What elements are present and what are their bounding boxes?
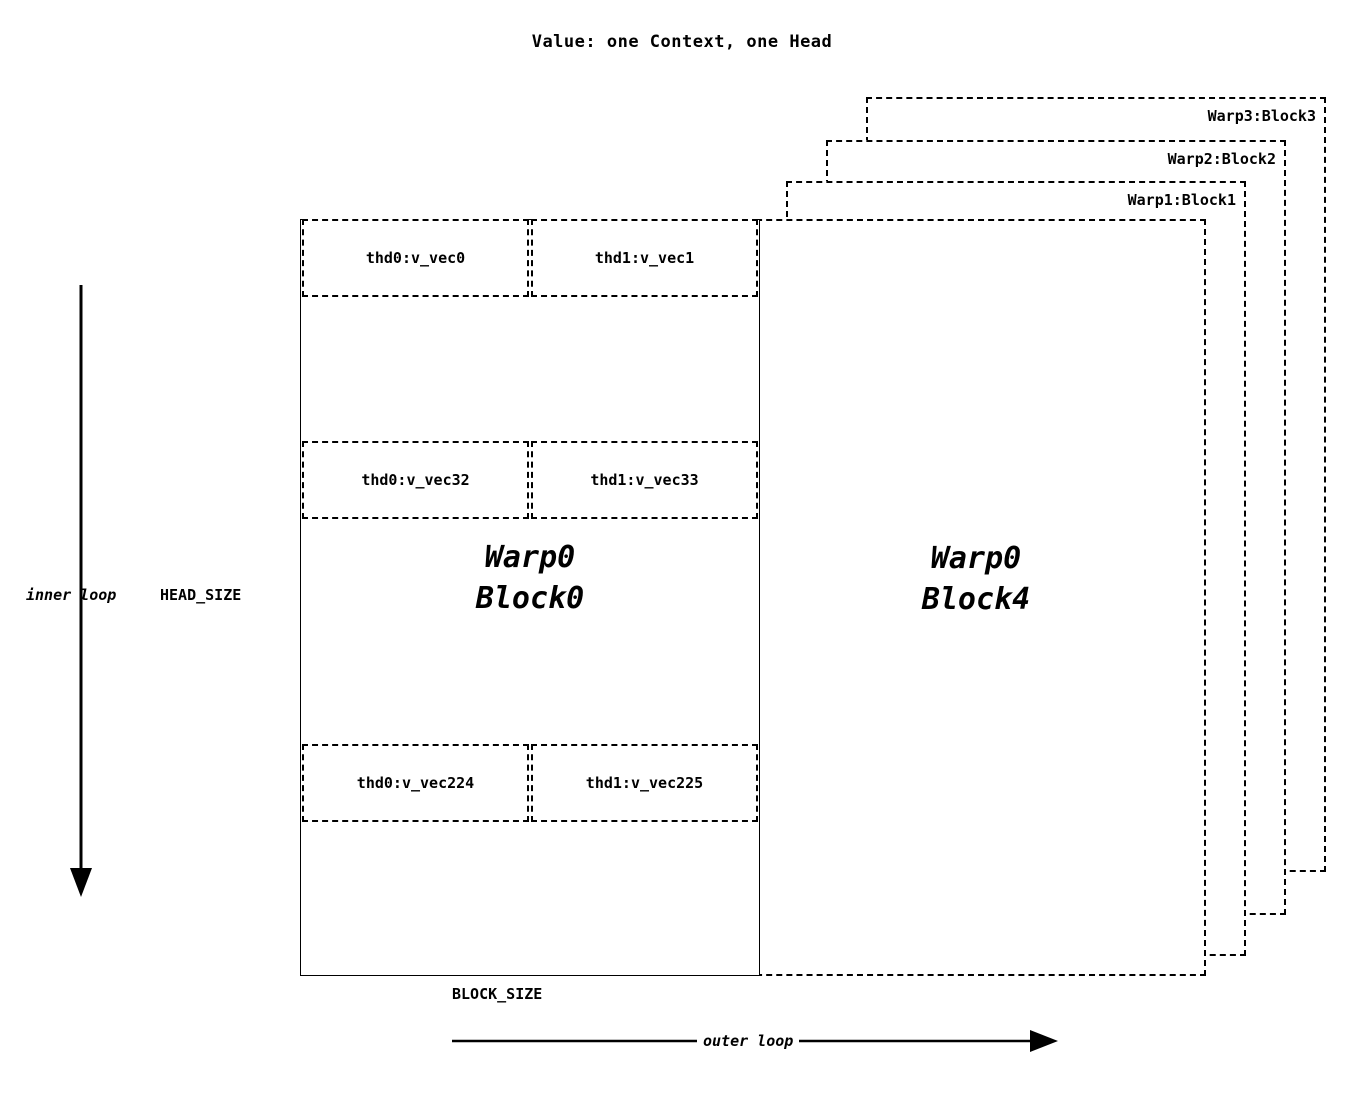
thread-cell: thd0:v_vec0	[302, 219, 529, 297]
block0-caption	[301, 538, 759, 619]
thread-cell: thd1:v_vec33	[531, 441, 758, 519]
block4-caption-line1: Warp0	[930, 541, 1022, 576]
outer-loop-label: outer loop	[697, 1032, 799, 1050]
block-card-block4	[746, 219, 1206, 976]
block0-caption-line1: Warp0	[484, 540, 576, 575]
head-size-label: HEAD_SIZE	[160, 586, 242, 604]
block-card-block0	[300, 219, 760, 976]
thread-cell: thd0:v_vec224	[302, 744, 529, 822]
block4-caption-line2: Block4	[921, 581, 1031, 617]
block4-caption	[748, 539, 1204, 620]
block-size-label: BLOCK_SIZE	[452, 985, 543, 1003]
stack-card-block3-label: Warp3:Block3	[1207, 107, 1316, 125]
block0-caption-line2: Block0	[475, 580, 585, 616]
stack-card-block2-label: Warp2:Block2	[1167, 150, 1276, 168]
diagram-title: Value: one Context, one Head	[531, 32, 833, 52]
stack-card-block1-label: Warp1:Block1	[1127, 191, 1236, 209]
thread-cell: thd0:v_vec32	[302, 441, 529, 519]
thread-cell: thd1:v_vec1	[531, 219, 758, 297]
inner-loop-label: inner loop	[26, 586, 117, 604]
thread-cell: thd1:v_vec225	[531, 744, 758, 822]
